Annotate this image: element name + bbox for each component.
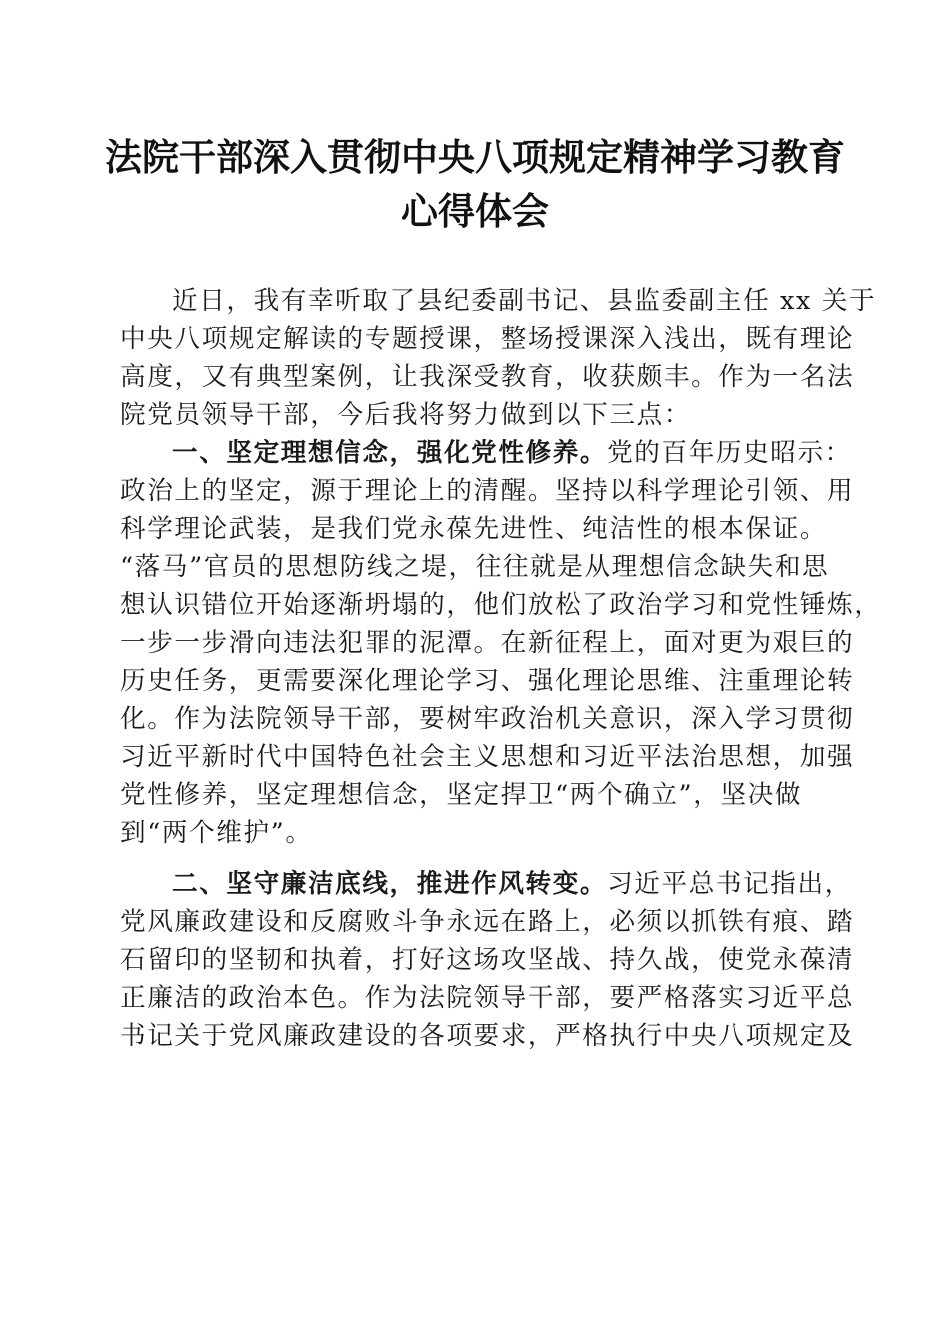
text-line: 正廉洁的政治本色。作为法院领导干部，要严格落实习近平总: [120, 983, 855, 1013]
paragraph-point-2: [120, 865, 855, 1055]
text-line: 中央八项规定解读的专题授课，整场授课深入浅出，既有理论: [120, 324, 855, 354]
text-line: 历史任务，更需要深化理论学习、强化理论思维、注重理论转: [120, 666, 855, 696]
paragraph-point-1: [120, 434, 882, 852]
text-line: “落马”官员的思想防线之堤，往往就是从理想信念缺失和思: [120, 552, 830, 582]
text-line: [120, 865, 852, 903]
section-heading: 一、坚定理想信念，强化党性修养。: [172, 438, 608, 468]
text-line: 党风廉政建设和反腐败斗争永远在路上，必须以抓铁有痕、踏: [120, 907, 855, 937]
text-line: 书记关于党风廉政建设的各项要求，严格执行中央八项规定及: [120, 1021, 855, 1051]
title-line-1: 法院干部深入贯彻中央八项规定精神学习教育: [105, 135, 845, 179]
section-heading: 二、坚守廉洁底线，推进作风转变。: [172, 869, 608, 899]
text-line: 科学理论武装，是我们党永葆先进性、纯洁性的根本保证。: [120, 514, 828, 544]
text-line: 到“两个维护”。: [120, 818, 313, 848]
text-line: 高度，又有典型案例，让我深受教育，收获颇丰。作为一名法: [120, 362, 855, 392]
text-line: [120, 434, 852, 472]
text-line: 想认识错位开始逐渐坍塌的，他们放松了政治学习和党性锤炼，: [120, 590, 882, 620]
title-line-2: 心得体会: [401, 189, 549, 233]
text-line: 近日，我有幸听取了县纪委副书记、县监委副主任 xx 关于: [172, 286, 877, 316]
document-body: [120, 282, 882, 1055]
text-line: 政治上的坚定，源于理论上的清醒。坚持以科学理论引领、用: [120, 476, 855, 506]
text-line: 石留印的坚韧和执着，打好这场攻坚战、持久战，使党永葆清: [120, 945, 855, 975]
text-line: 一步一步滑向违法犯罪的泥潭。在新征程上，面对更为艰巨的: [120, 628, 855, 658]
text-line: 院党员领导干部，今后我将努力做到以下三点：: [120, 400, 692, 430]
paragraph-intro: [120, 282, 877, 434]
text-run: 党的百年历史昭示：: [607, 438, 852, 468]
text-line: 党性修养，坚定理想信念，坚定捍卫“两个确立”，坚决做: [120, 780, 803, 810]
paragraph-gap: [120, 852, 825, 865]
document-title: [100, 130, 850, 238]
text-run: 习近平总书记指出，: [607, 869, 852, 899]
text-line: 习近平新时代中国特色社会主义思想和习近平法治思想，加强: [120, 742, 855, 772]
text-line: 化。作为法院领导干部，要树牢政治机关意识，深入学习贯彻: [120, 704, 855, 734]
